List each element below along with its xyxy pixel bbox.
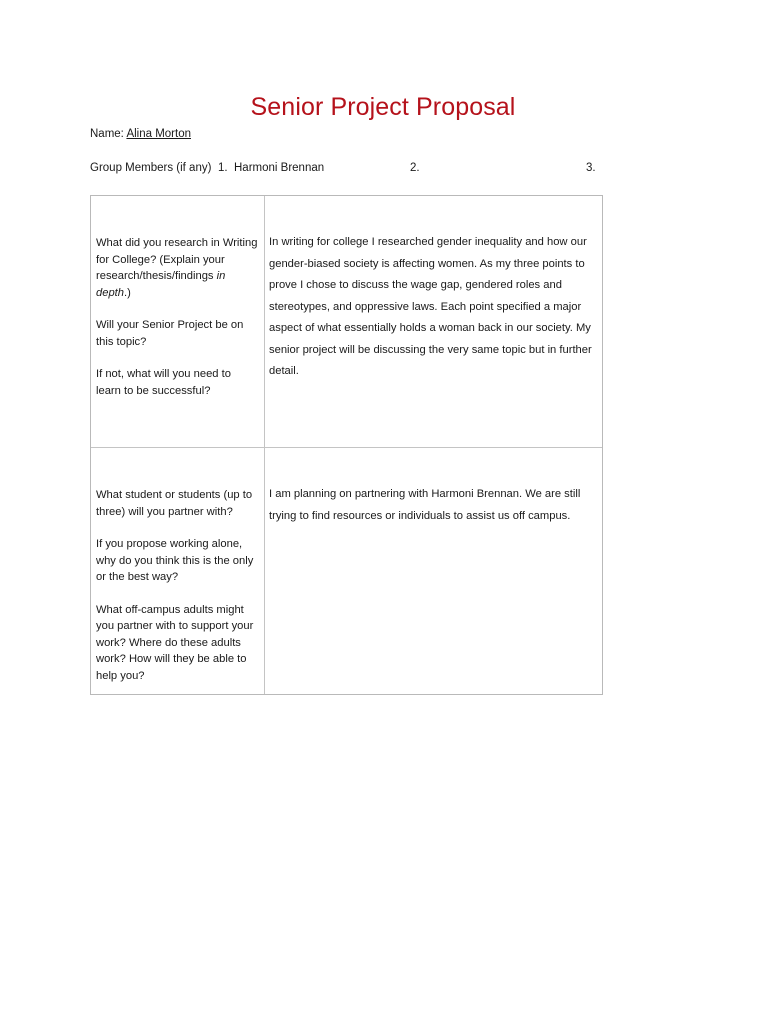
answer-partners: I am planning on partnering with Harmoni Brennan. We are still trying to find resources or individuals to assist us off campus. [269, 488, 581, 522]
name-label: Name: [90, 128, 124, 140]
member-3-number: 3. [586, 162, 596, 174]
answer-research: In writing for college I researched gender inequality and how our gender-biased society is affecting women. As my three points to prove I chose to discuss the wage gap, gendered roles and stereotypes, and oppressive laws. Each point specified a major aspect of what essentially holds a woman back in our society. My senior project will be discussing the very same topic but in further detail. [269, 236, 592, 377]
question-working-alone: If you propose working alone, why do you think this is the only or the best way? [96, 538, 254, 583]
member-1-number: 1. [218, 162, 228, 174]
member-2-number: 2. [410, 162, 420, 174]
group-members-label: Group Members (if any) [90, 162, 212, 174]
name-value: Alina Morton [126, 128, 191, 140]
question-learn: If not, what will you need to learn to be successful? [96, 368, 231, 397]
row-divider [91, 447, 602, 448]
question-off-campus-adults: What off-campus adults might you partner with to support your work? Where do these adults work? How will they be able to help you? [96, 603, 254, 682]
question-cell-partners [96, 487, 258, 700]
page-title: Senior Project Proposal [250, 93, 516, 121]
answer-cell-research [269, 232, 599, 383]
question-same-topic: Will your Senior Project be on this topic? [96, 319, 244, 348]
question-partners: What student or students (up to three) will you partner with? [96, 489, 253, 518]
member-1-name: Harmoni Brennan [234, 162, 325, 174]
proposal-table [90, 195, 603, 695]
question-cell-research [96, 235, 258, 415]
column-divider [264, 196, 265, 694]
answer-cell-partners [269, 484, 599, 527]
question-research: What did you research in Writing for College? (Explain your research/thesis/findings in depth.) [96, 237, 258, 299]
name-line [90, 128, 191, 140]
